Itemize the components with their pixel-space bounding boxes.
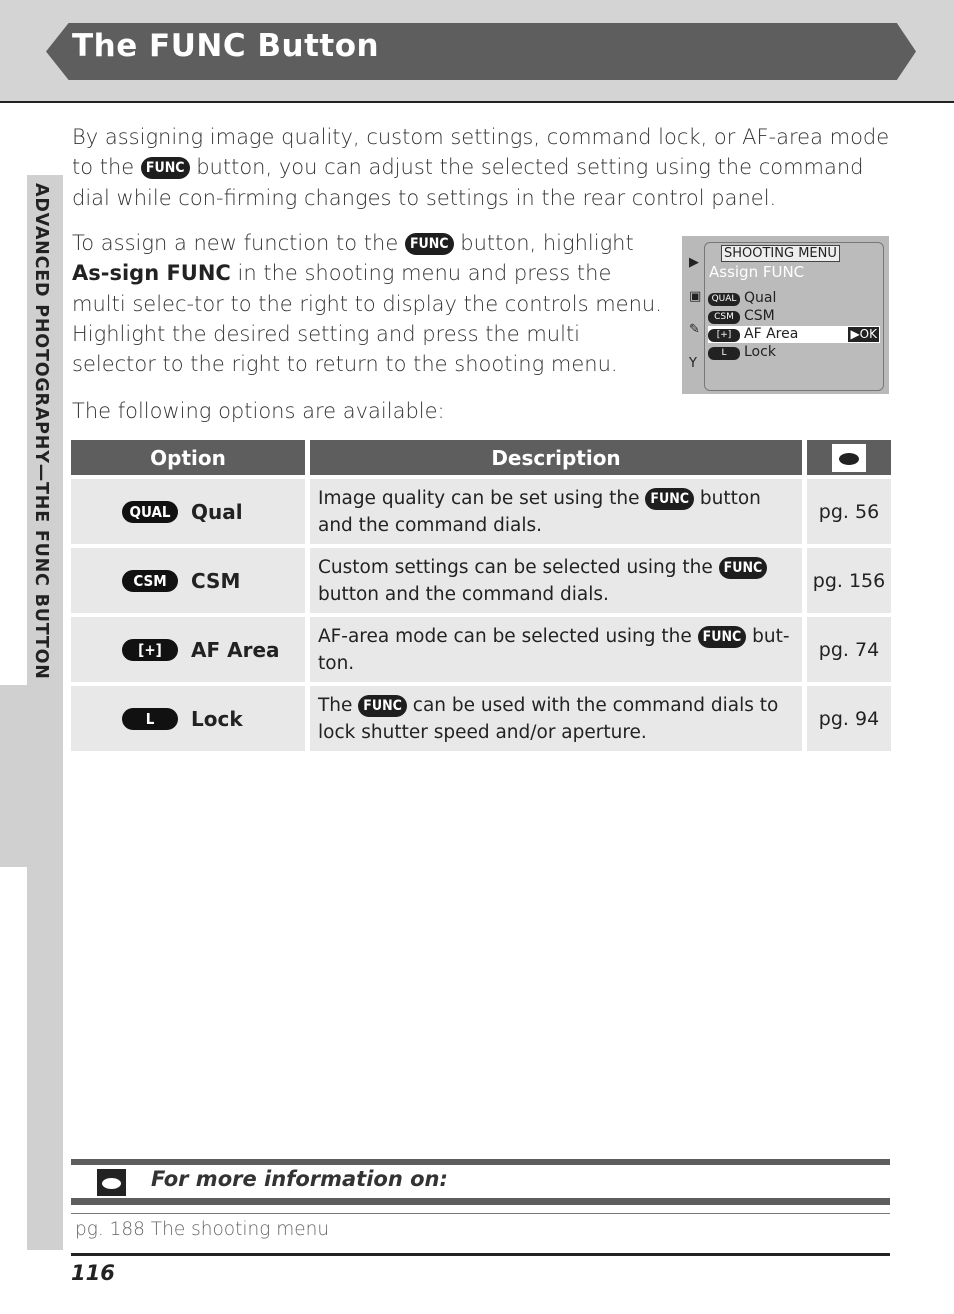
menu-item-label: AF Area — [744, 326, 799, 342]
description-text: button and the command dials. — [318, 487, 761, 536]
option-cell — [71, 544, 310, 613]
table-row — [71, 613, 891, 682]
intro-text: By assigning image quality, custom settings, command lock, or AF-area mode to the — [72, 125, 890, 180]
lock-icon: L — [708, 347, 740, 360]
wrench-icon: Y — [689, 356, 697, 371]
description-text: Custom settings can be selected using the — [318, 556, 719, 578]
menu-item-qual — [708, 290, 880, 307]
menu-item-csm — [708, 308, 880, 325]
csm-icon: CSM — [122, 570, 178, 592]
options-table — [71, 440, 891, 751]
table-row — [71, 544, 891, 613]
eye-icon — [97, 1169, 126, 1196]
option-label: CSM — [191, 568, 241, 593]
option-label: AF Area — [191, 637, 280, 662]
ok-indicator: ▶OK — [850, 327, 877, 341]
table-header-row — [71, 440, 891, 475]
description-text: AF-area mode can be selected using the — [318, 625, 698, 647]
func-button-icon: FUNC — [358, 695, 407, 717]
info-box-divider — [71, 1213, 890, 1214]
menu-title: Assign FUNC — [709, 263, 805, 281]
footer-rule — [71, 1253, 890, 1256]
option-label: Qual — [191, 499, 243, 524]
options-intro: The following options are available: — [72, 399, 445, 423]
camera-icon: ▣ — [689, 289, 702, 304]
qual-icon: QUAL — [122, 501, 178, 523]
intro-text: button, you can adjust the selected setting using the command dial while con-firming changes to settings in the rear control panel. — [72, 155, 864, 210]
csm-icon: CSM — [708, 311, 740, 324]
playback-icon: ▶ — [689, 255, 699, 270]
func-button-icon: FUNC — [719, 557, 768, 579]
page-reference: pg. 94 — [807, 682, 891, 751]
intro-text: in the shooting menu and press the multi selec-tor to the right to display the controls menu. Highlight the desired setting and press the multi selector to the right to return to the shooting menu. — [72, 261, 662, 377]
intro-paragraph-2 — [72, 228, 664, 379]
intro-text: button, highlight — [453, 231, 634, 255]
page-number: 116 — [71, 1261, 115, 1285]
description-text: button and the command dials. — [318, 583, 609, 605]
pencil-icon: ✎ — [689, 322, 700, 337]
menu-item-label: Qual — [744, 290, 777, 306]
column-header-option: Option — [71, 440, 310, 475]
column-header-description: Description — [310, 440, 807, 475]
func-button-icon: FUNC — [698, 626, 747, 648]
description-cell — [310, 682, 807, 751]
menu-item-lock — [708, 344, 880, 361]
table-row — [71, 475, 891, 544]
page-reference: pg. 56 — [807, 475, 891, 544]
intro-paragraph-1 — [72, 122, 892, 213]
info-box-rule — [71, 1198, 890, 1205]
side-section-label: ADVANCED PHOTOGRAPHY—THE FUNC BUTTON — [31, 183, 51, 680]
option-label: Lock — [191, 706, 243, 731]
description-text: The — [318, 694, 359, 716]
description-text: Image quality can be set using the — [318, 487, 646, 509]
column-header-reference — [807, 440, 891, 475]
more-info-reference: pg. 188 The shooting menu — [75, 1219, 330, 1240]
qual-icon: QUAL — [708, 293, 740, 306]
menu-item-label: CSM — [744, 308, 775, 324]
option-cell — [71, 682, 310, 751]
lock-icon: L — [122, 708, 178, 730]
menu-item-reference: As-sign FUNC — [72, 261, 231, 286]
ok-label: OK — [859, 327, 877, 341]
description-cell — [310, 475, 807, 544]
page-reference: pg. 156 — [807, 544, 891, 613]
description-text: but-ton. — [318, 625, 790, 674]
description-cell — [310, 613, 807, 682]
page-title: The FUNC Button — [72, 28, 380, 64]
info-box-top-rule — [71, 1159, 890, 1165]
option-cell — [71, 613, 310, 682]
af-area-icon: [+] — [122, 639, 178, 661]
description-text: can be used with the command dials to lock shutter speed and/or aperture. — [318, 694, 779, 743]
option-cell — [71, 475, 310, 544]
eye-icon — [832, 444, 866, 472]
description-cell — [310, 544, 807, 613]
page-reference: pg. 74 — [807, 613, 891, 682]
menu-item-label: Lock — [744, 344, 776, 360]
more-info-title: For more information on: — [151, 1167, 448, 1191]
func-button-icon: FUNC — [405, 233, 454, 255]
func-button-icon: FUNC — [141, 157, 190, 179]
af-area-icon: [+] — [708, 329, 740, 342]
intro-text: To assign a new function to the — [72, 231, 405, 255]
menu-item-af-area — [708, 326, 880, 343]
table-row — [71, 682, 891, 751]
func-button-icon: FUNC — [645, 488, 694, 510]
menu-caption: SHOOTING MENU — [721, 245, 840, 262]
